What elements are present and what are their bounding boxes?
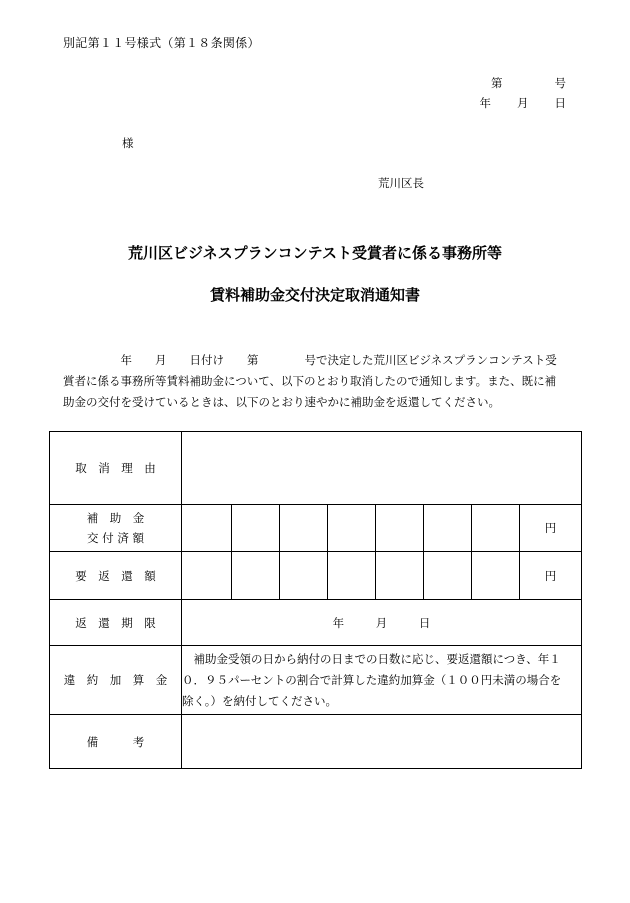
penalty-description [182,646,582,715]
penalty-line-3: 除く。）を納付してください。 [182,693,338,708]
table-row [50,505,582,552]
granted-digit-cell[interactable] [280,505,328,552]
body-line-2: 賞者に係る事務所等賃料補助金について、以下のとおり取消したので通知します。また、既に補 [63,374,557,388]
refund-digit-cell[interactable] [280,552,328,600]
date-day: 日 [554,96,566,110]
refund-digit-cell[interactable] [376,552,424,600]
deadline-field[interactable] [182,600,582,646]
granted-amount-label [50,505,182,552]
refund-amount-label: 要 返 還 額 [50,552,182,600]
penalty-line-1: 補助金受領の日から納付の日までの日数に応じ、要返還額につき、年１ [182,651,561,666]
deadline-label: 返 還 期 限 [50,600,182,646]
notice-body [63,350,582,413]
deadline-year: 年 [332,615,345,630]
granted-digit-cell[interactable] [424,505,472,552]
table-row [50,646,582,715]
table-row [50,552,582,600]
table-row [50,432,582,505]
document-title-line-2: 賃料補助金交付決定取消通知書 [209,286,420,304]
doc-number-suffix: 号 [554,76,566,90]
refund-digit-cell[interactable] [182,552,232,600]
document-number [491,75,566,91]
form-identifier: 別記第１１号様式（第１８条関係） [63,36,260,50]
reason-field[interactable] [182,432,582,505]
deadline-month: 月 [375,615,388,630]
remarks-label: 備 考 [50,715,182,769]
addressee: 様 [122,136,134,150]
date-year: 年 [479,96,491,110]
body-line-1: 年 月 日付け 第 号で決定した荒川区ビジネスプランコンテスト受 [63,353,557,367]
date-month: 月 [517,96,529,110]
refund-digit-cell[interactable] [472,552,520,600]
table-row [50,715,582,769]
cancellation-table [49,431,582,769]
remarks-field[interactable] [182,715,582,769]
granted-digit-cell[interactable] [376,505,424,552]
granted-yen-unit: 円 [520,505,582,552]
refund-digit-cell[interactable] [328,552,376,600]
granted-digit-cell[interactable] [472,505,520,552]
refund-digit-cell[interactable] [232,552,280,600]
document-title-line-1: 荒川区ビジネスプランコンテスト受賞者に係る事務所等 [128,244,502,262]
granted-label-line-1: 補 助 金 [86,511,145,525]
reason-label: 取 消 理 由 [50,432,182,505]
refund-yen-unit: 円 [520,552,582,600]
granted-digit-cell[interactable] [232,505,280,552]
table-row [50,600,582,646]
issue-date [480,95,567,111]
granted-label-line-2: 交 付 済 額 [87,531,144,545]
deadline-day: 日 [418,615,431,630]
body-line-3: 助金の交付を受けているときは、以下のとおり速やかに補助金を返還してください。 [63,395,500,409]
penalty-line-2: ０．９５パーセントの割合で計算した違約加算金（１００円未満の場合を [182,672,562,687]
granted-digit-cell[interactable] [182,505,232,552]
issuer: 荒川区長 [378,176,424,190]
penalty-label: 違 約 加 算 金 [50,646,182,715]
granted-digit-cell[interactable] [328,505,376,552]
doc-number-prefix: 第 [491,76,503,90]
refund-digit-cell[interactable] [424,552,472,600]
